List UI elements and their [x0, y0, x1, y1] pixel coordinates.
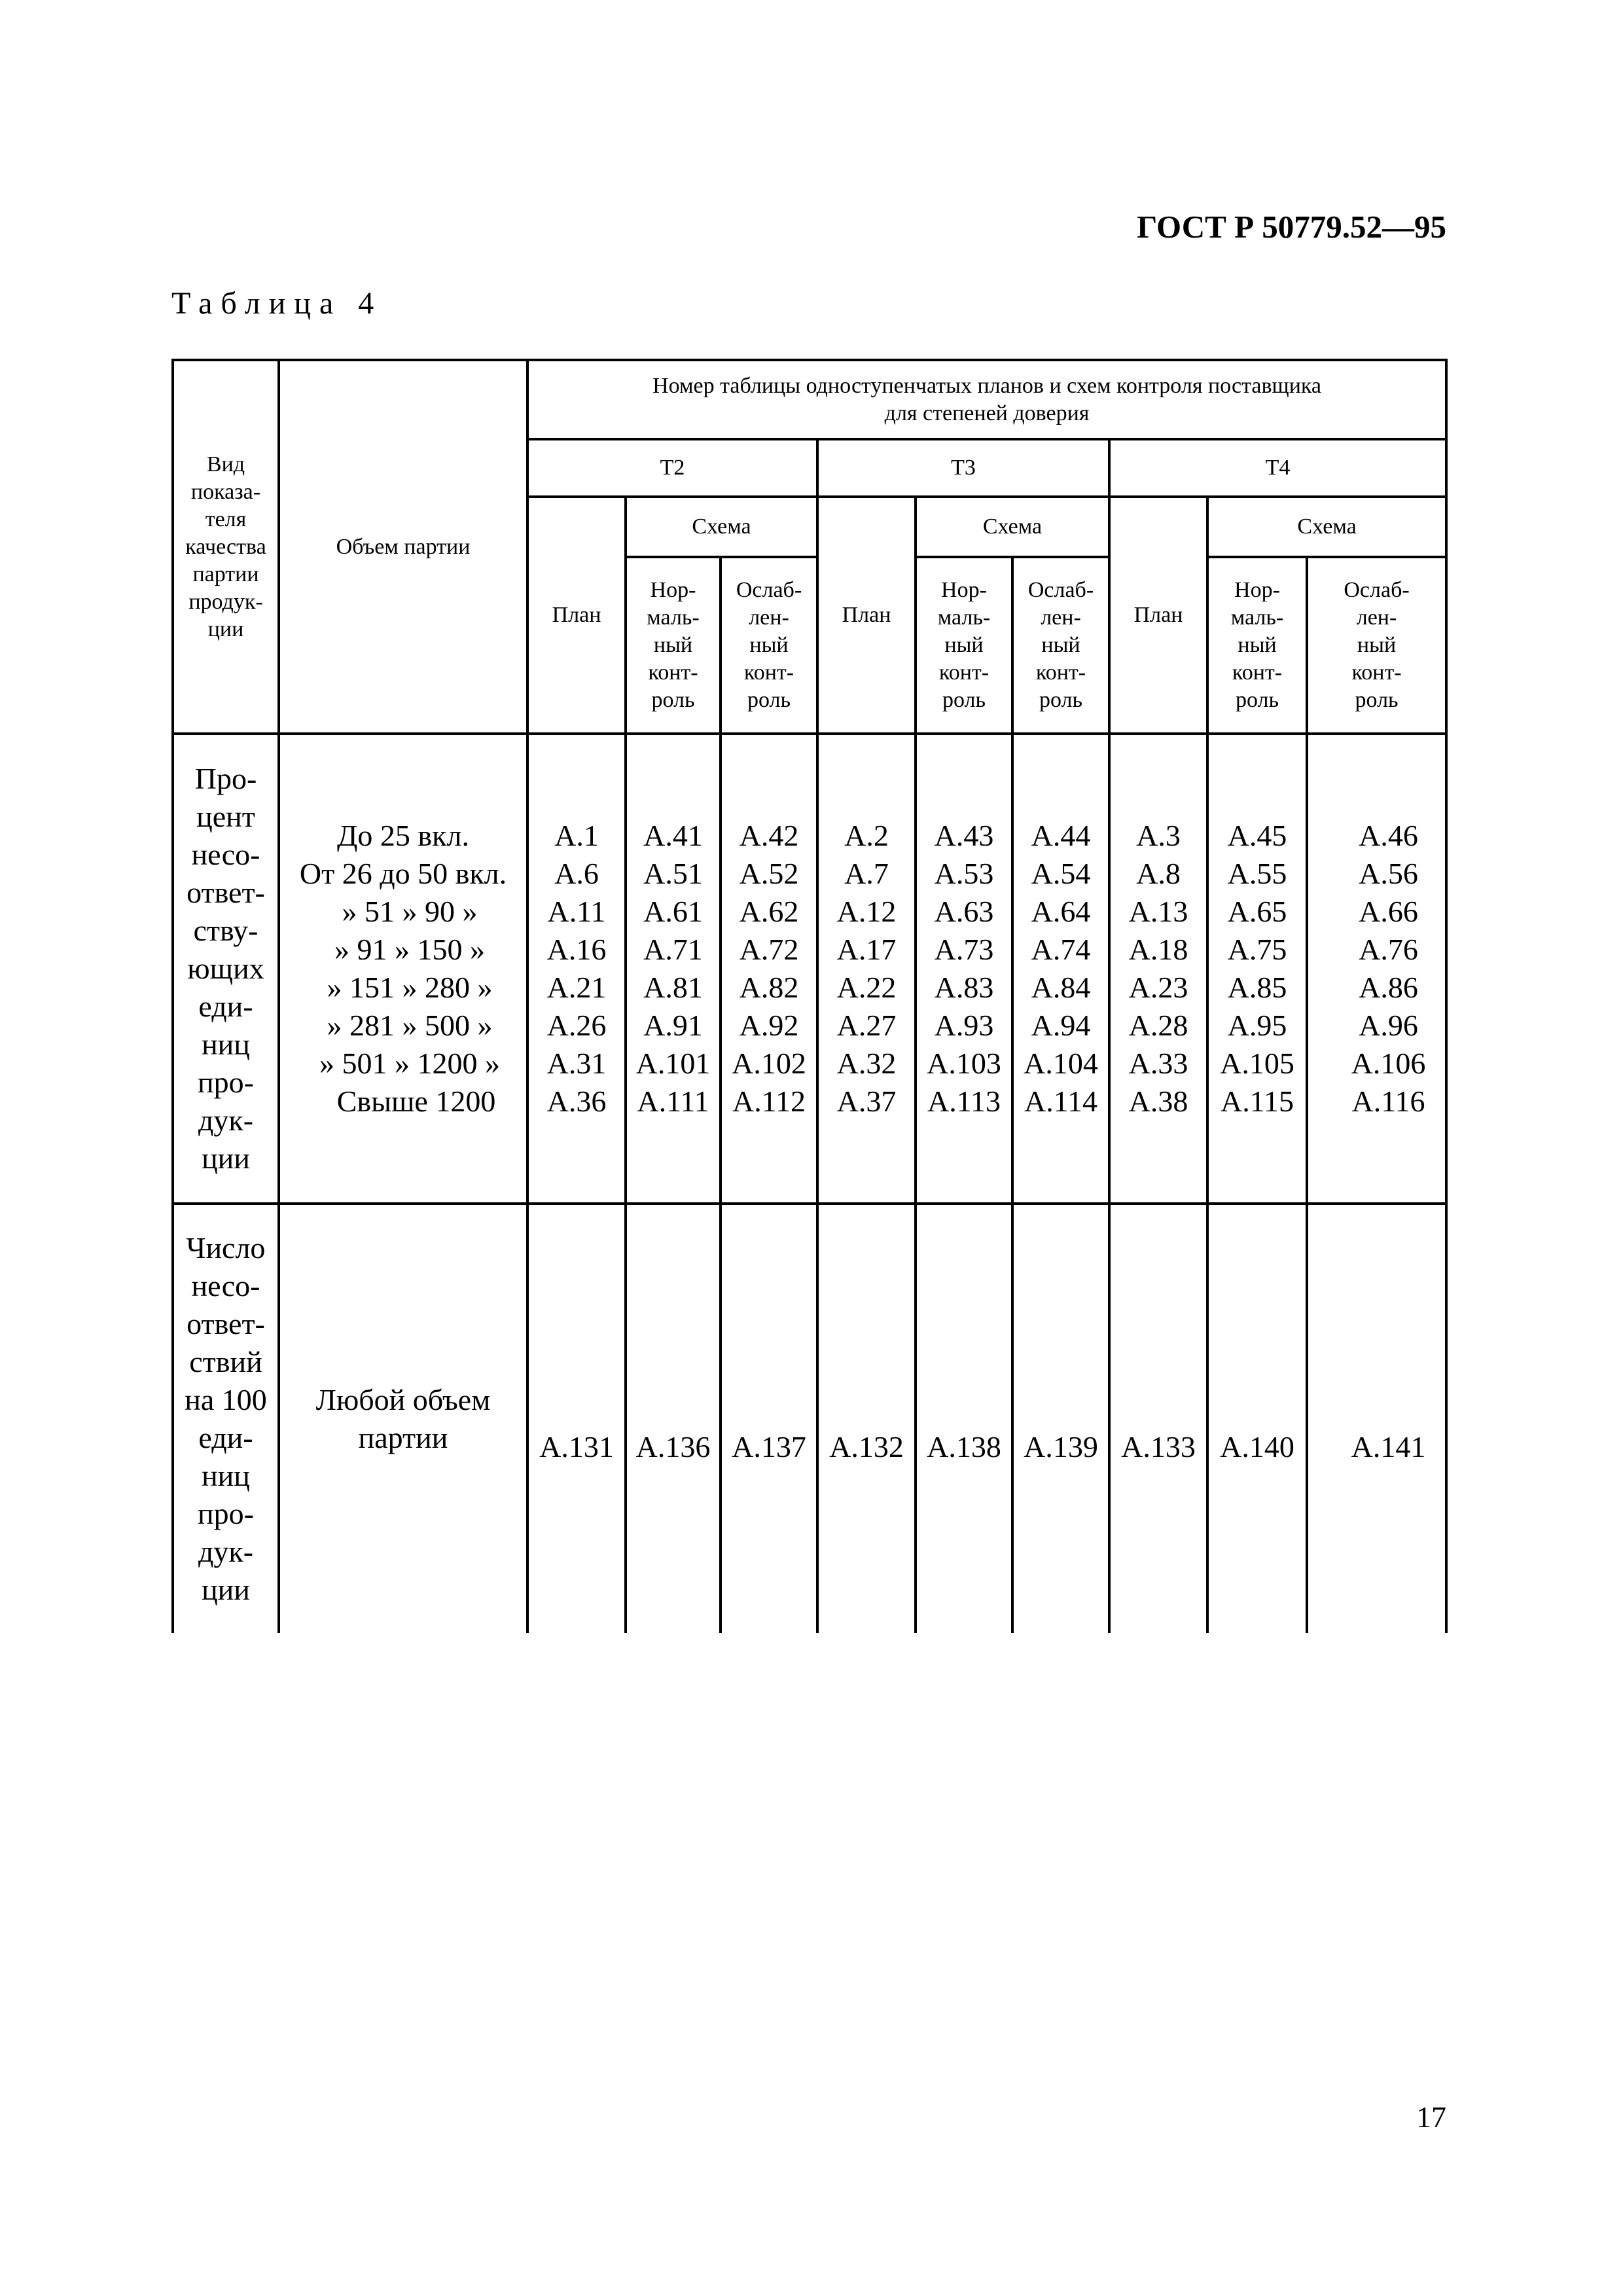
indicator-percent: Про- цент несо- ответ- ству- ющих еди- ниц про- дук- ции — [173, 734, 279, 1204]
volume-header: Объем партии — [279, 360, 527, 734]
trust-level-t2: Т2 — [527, 439, 817, 497]
any-lot-volume: Любой объем партии — [279, 1204, 527, 1633]
normal-control-header-t3: Нор- маль- ный конт- роль — [916, 557, 1012, 734]
values-t2-plan: А.1 А.6 А.11 А.16 А.21 А.26 А.31 А.36 — [527, 734, 626, 1204]
values-t2-weakened: А.42 А.52 А.62 А.72 А.82 А.92 А.102 А.112 — [721, 734, 817, 1204]
values-t3-weakened: А.44 А.54 А.64 А.74 А.84 А.94 А.104 А.114 — [1012, 734, 1109, 1204]
values-t4-weakened: А.46 А.56 А.66 А.76 А.86 А.96 А.106 А.116 — [1307, 734, 1446, 1204]
plan-header-t4: План — [1109, 497, 1207, 734]
table-row — [173, 1204, 1446, 1633]
page-number: 17 — [1416, 2100, 1446, 2134]
indicator-count: Число несо- ответ- ствий на 100 еди- ниц про- дук- ции — [173, 1204, 279, 1633]
lot-volumes: До 25 вкл. От 26 до 50 вкл. » 51 » 90 » » 91 » 150 » » 151 » 280 » » 281 » 500 » » 501 » 1200 » Свыше 1200 — [279, 734, 527, 1204]
value-cell: А.139 — [1012, 1204, 1109, 1633]
values-t3-plan: А.2 А.7 А.12 А.17 А.22 А.27 А.32 А.37 — [817, 734, 916, 1204]
values-t4-plan: А.3 А.8 А.13 А.18 А.23 А.28 А.33 А.38 — [1109, 734, 1207, 1204]
table-caption: Таблица 4 — [171, 286, 383, 321]
standard-number: ГОСТ Р 50779.52—95 — [1137, 209, 1446, 245]
value-cell: А.140 — [1207, 1204, 1307, 1633]
value-cell: А.131 — [527, 1204, 626, 1633]
value-cell: А.141 — [1307, 1204, 1446, 1633]
value-cell: А.136 — [626, 1204, 721, 1633]
indicator-header: Вид показа- теля качества партии продук- ции — [173, 360, 279, 734]
table-row — [173, 734, 1446, 1204]
weakened-control-header-t3: Ослаб- лен- ный конт- роль — [1012, 557, 1109, 734]
values-t3-normal: А.43 А.53 А.63 А.73 А.83 А.93 А.103 А.113 — [916, 734, 1012, 1204]
value-cell: А.137 — [721, 1204, 817, 1633]
scheme-header-t4: Схема — [1207, 497, 1446, 557]
plan-header-t3: План — [817, 497, 916, 734]
plans-table — [171, 359, 1448, 1633]
value-cell: А.132 — [817, 1204, 916, 1633]
trust-level-t3: Т3 — [817, 439, 1109, 497]
weakened-control-header-t2: Ослаб- лен- ный конт- роль — [721, 557, 817, 734]
scheme-header-t2: Схема — [626, 497, 817, 557]
values-t2-normal: А.41 А.51 А.61 А.71 А.81 А.91 А.101 А.111 — [626, 734, 721, 1204]
value-cell: А.138 — [916, 1204, 1012, 1633]
plan-header-t2: План — [527, 497, 626, 734]
group-header: Номер таблицы одноступенчатых планов и схем контроля поставщика для степеней доверия — [527, 360, 1446, 439]
normal-control-header-t4: Нор- маль- ный конт- роль — [1207, 557, 1307, 734]
trust-level-t4: Т4 — [1109, 439, 1446, 497]
value-cell: А.133 — [1109, 1204, 1207, 1633]
weakened-control-header-t4: Ослаб- лен- ный конт- роль — [1307, 557, 1446, 734]
values-t4-normal: А.45 А.55 А.65 А.75 А.85 А.95 А.105 А.115 — [1207, 734, 1307, 1204]
normal-control-header-t2: Нор- маль- ный конт- роль — [626, 557, 721, 734]
scheme-header-t3: Схема — [916, 497, 1109, 557]
